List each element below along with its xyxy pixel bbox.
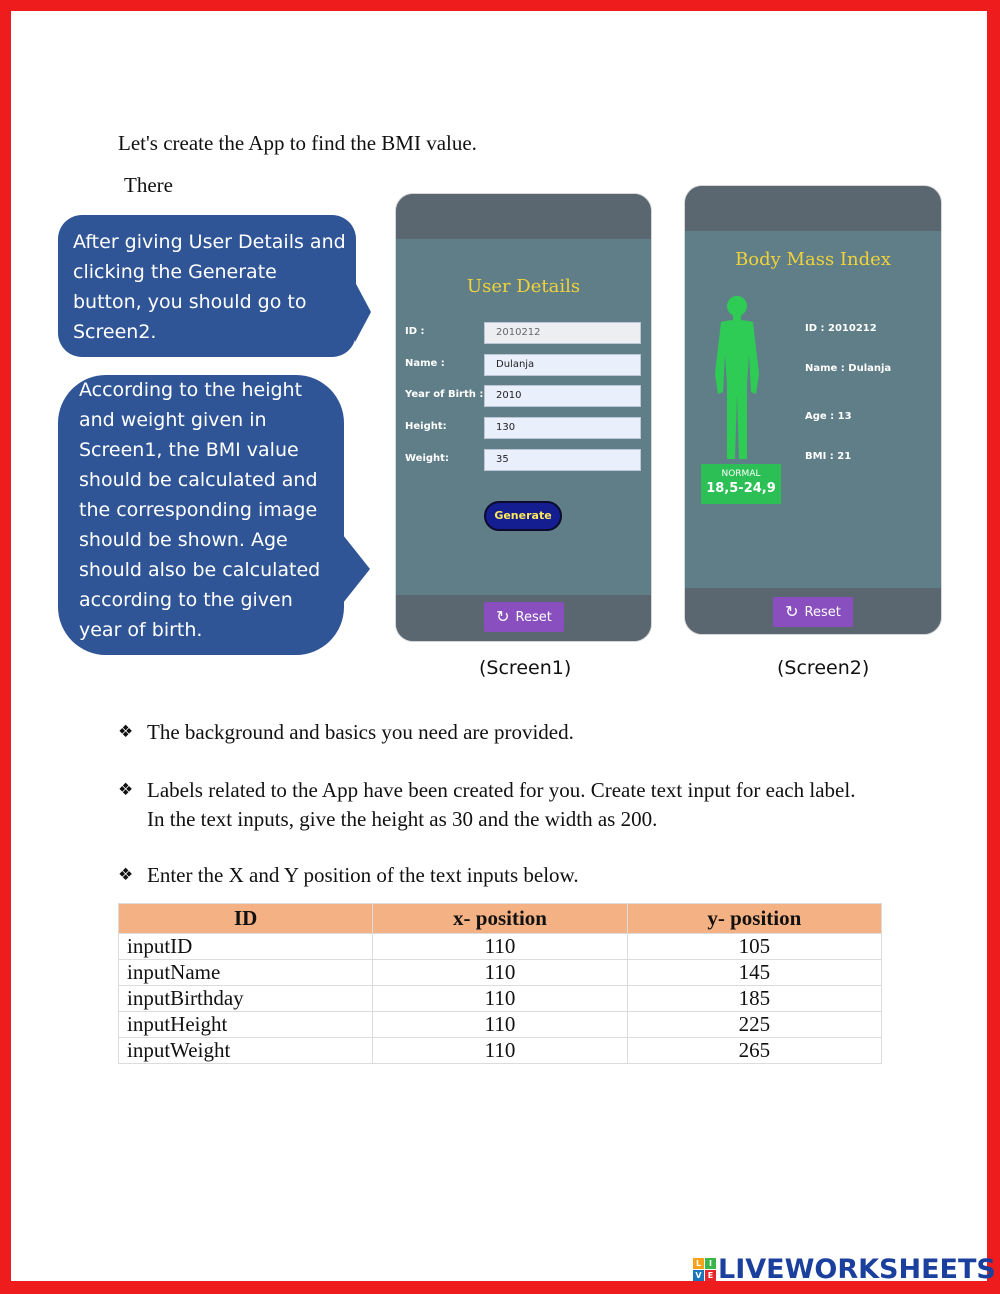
bullet-text: Enter the X and Y position of the text inputs below.	[147, 863, 579, 887]
logo-letter: V	[693, 1270, 704, 1281]
cell-x: 110	[373, 960, 627, 986]
cell-id: inputID	[119, 934, 373, 960]
callout-tail	[355, 282, 371, 342]
screen2-top-bar	[685, 186, 941, 231]
body-figure-icon	[709, 294, 765, 464]
cell-id: inputName	[119, 960, 373, 986]
cell-y: 145	[627, 960, 881, 986]
result-name: Name : Dulanja	[805, 363, 892, 374]
screen1-title: User Details	[466, 276, 581, 297]
input-name[interactable]: Dulanja	[484, 354, 641, 376]
refresh-icon: ↻	[785, 602, 799, 621]
input-weight[interactable]: 35	[484, 449, 641, 471]
callout-bubble-bmi: According to the height and weight given in Screen1, the BMI value should be calculated and the corresponding image should be shown. Age should also be calculated according to the given year of birth.	[58, 375, 344, 655]
position-table	[118, 903, 882, 1064]
logo-letter: E	[705, 1270, 716, 1281]
intro-text: Let's create the App to find the BMI value.	[118, 131, 477, 155]
cell-y: 105	[627, 934, 881, 960]
logo-letter: I	[705, 1258, 716, 1269]
cell-id: inputBirthday	[119, 986, 373, 1012]
diamond-bullet-icon: ❖	[118, 865, 134, 885]
label-height: Height:	[405, 421, 447, 432]
label-name: Name :	[405, 358, 445, 369]
cell-x: 110	[373, 1012, 627, 1038]
bullet-text: Labels related to the App have been created for you. Create text input for each label. In the text inputs, give the height as 30 and the width as 200.	[147, 778, 856, 831]
screen2-title: Body Mass Index	[735, 249, 891, 270]
refresh-icon: ↻	[496, 607, 510, 626]
bullet-item	[118, 718, 878, 747]
input-id[interactable]: 2010212	[484, 322, 641, 344]
cell-id: inputHeight	[119, 1012, 373, 1038]
reset-button[interactable]	[773, 597, 853, 627]
table-row	[119, 1012, 882, 1038]
result-id: ID : 2010212	[805, 323, 877, 334]
reset-button[interactable]	[484, 602, 564, 632]
liveworksheets-logo[interactable]	[693, 1255, 996, 1283]
bmi-range: 18,5-24,9	[706, 481, 776, 496]
label-weight: Weight:	[405, 453, 449, 464]
generate-button[interactable]: Generate	[484, 501, 562, 531]
result-age: Age : 13	[805, 411, 852, 422]
callout-bubble-generate: After giving User Details and clicking the Generate button, you should go to Screen2.	[58, 215, 356, 357]
screen1-top-bar	[396, 194, 651, 239]
column-header-id: ID	[119, 904, 373, 934]
logo-letter: L	[693, 1258, 704, 1269]
table-header-row	[119, 904, 882, 934]
reset-label: Reset	[804, 604, 841, 620]
diamond-bullet-icon: ❖	[118, 722, 134, 742]
screen1-mockup	[395, 193, 652, 642]
cell-x: 110	[373, 1038, 627, 1064]
bullet-item	[118, 776, 878, 834]
table-row	[119, 986, 882, 1012]
screen2-mockup	[684, 185, 942, 635]
table-row	[119, 1038, 882, 1064]
input-height[interactable]: 130	[484, 417, 641, 439]
there-text: There	[124, 173, 173, 197]
cell-y: 185	[627, 986, 881, 1012]
table-row	[119, 934, 882, 960]
cell-y: 225	[627, 1012, 881, 1038]
bmi-category: NORMAL	[721, 469, 761, 479]
label-id: ID :	[405, 326, 425, 337]
bullet-text: The background and basics you need are provided.	[147, 720, 574, 744]
screen1-caption: (Screen1)	[479, 657, 572, 679]
table-row	[119, 960, 882, 986]
label-year-of-birth: Year of Birth :	[405, 389, 484, 400]
bmi-category-badge	[701, 464, 781, 504]
screen2-caption: (Screen2)	[777, 657, 870, 679]
logo-grid-icon	[693, 1258, 716, 1281]
result-bmi: BMI : 21	[805, 451, 852, 462]
reset-label: Reset	[515, 609, 552, 625]
diamond-bullet-icon: ❖	[118, 780, 134, 800]
cell-id: inputWeight	[119, 1038, 373, 1064]
logo-wordmark: LIVEWORKSHEETS	[718, 1253, 996, 1285]
column-header-y: y- position	[627, 904, 881, 934]
cell-x: 110	[373, 986, 627, 1012]
callout-tail	[343, 535, 370, 603]
input-birthday[interactable]: 2010	[484, 385, 641, 407]
bullet-item	[118, 861, 878, 890]
cell-y: 265	[627, 1038, 881, 1064]
cell-x: 110	[373, 934, 627, 960]
column-header-x: x- position	[373, 904, 627, 934]
